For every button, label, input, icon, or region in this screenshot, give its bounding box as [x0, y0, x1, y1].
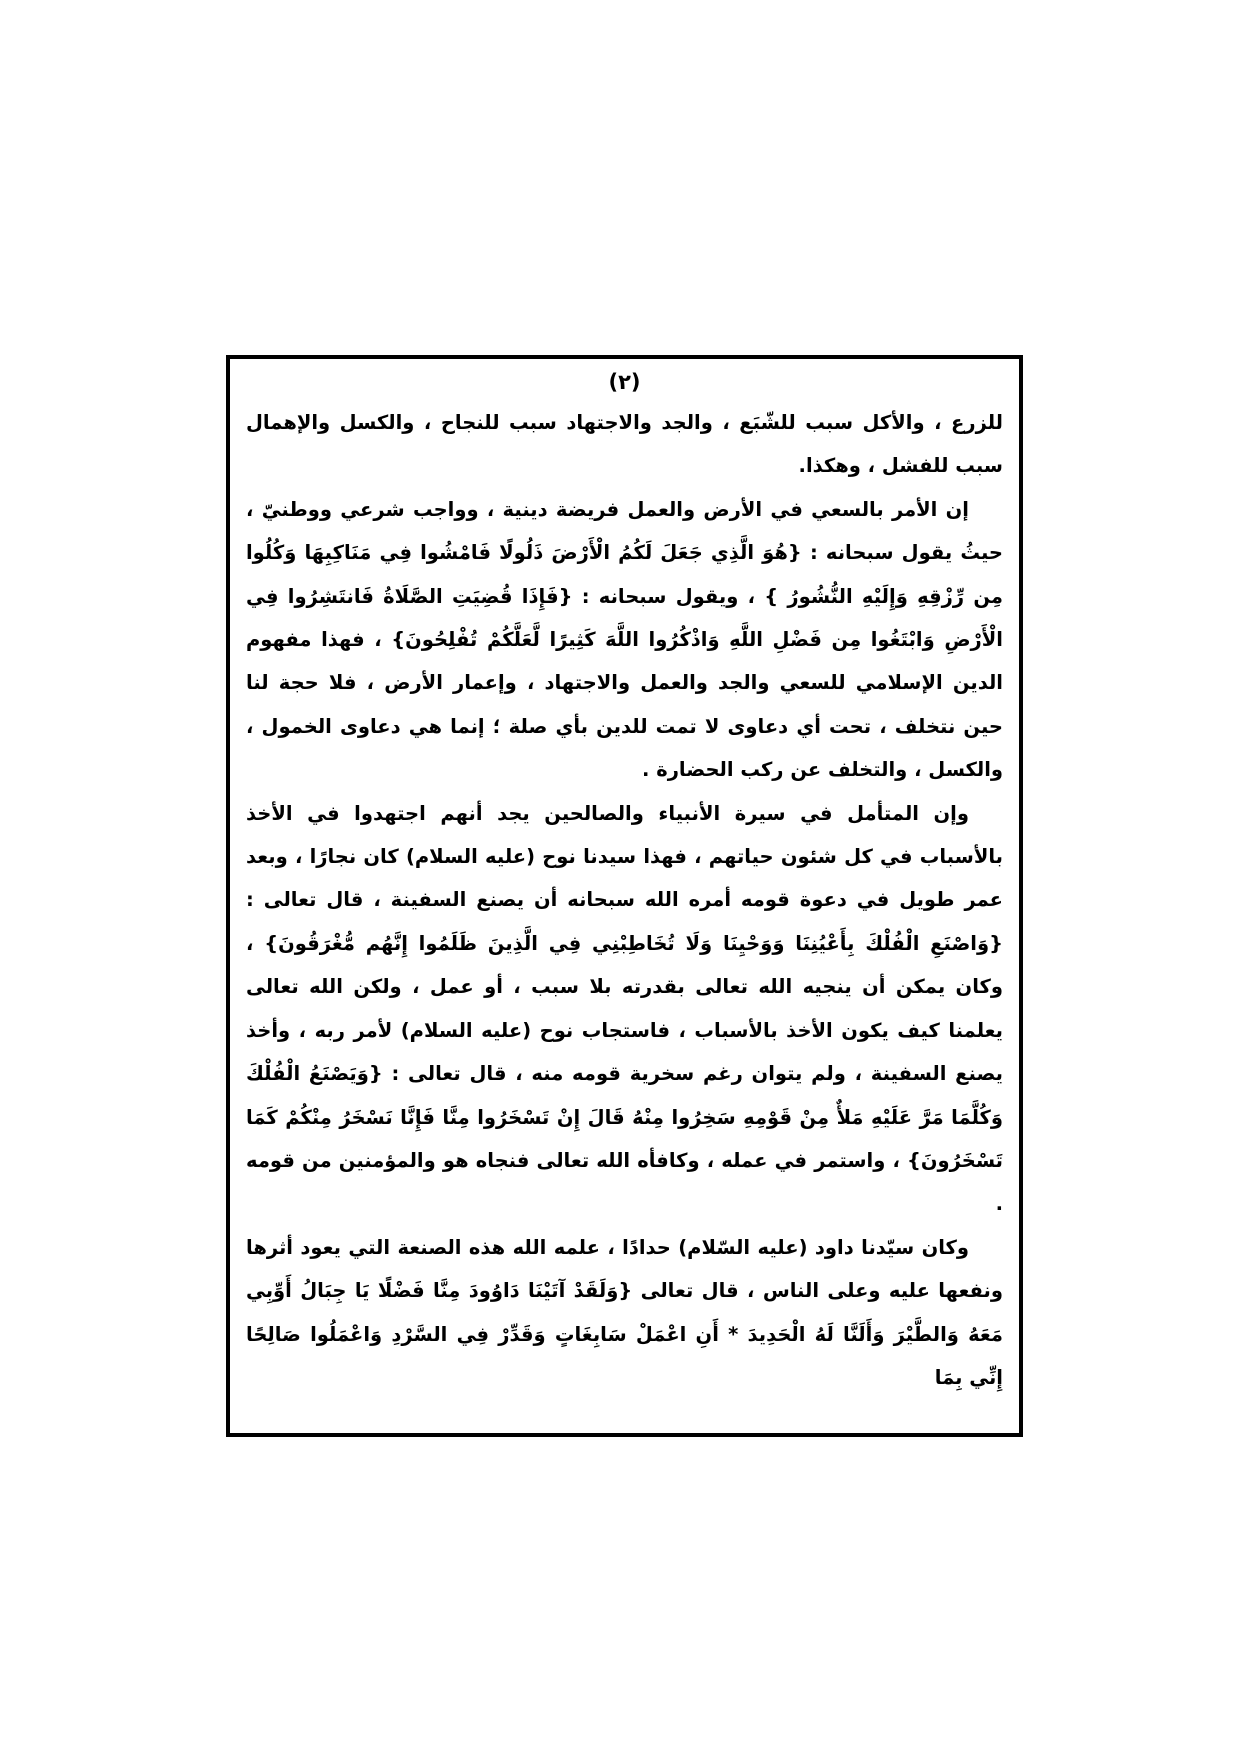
page-frame	[226, 355, 1023, 1437]
paragraph-continuation: للزرع ، والأكل سبب للشّبَع ، والجد والاجتهاد سبب للنجاح ، والكسل والإهمال سبب للفشل ، وهكذا.	[246, 411, 1003, 478]
page-number: (٢)	[608, 370, 641, 394]
paragraph-prophet-dawud: وكان سيّدنا داود (عليه السّلام) حدادًا ، علمه الله هذه الصنعة التي يعود أثرها ونفعها عليه وعلى الناس ، قال تعالى {وَلَقَدْ آتَيْنَا دَاوُودَ مِنَّا فَضْلًا يَا جِبَالُ أَوِّبِي مَعَهُ وَالطَّيْرَ وَأَلَنَّا لَهُ الْحَدِيدَ * أَنِ اعْمَلْ سَابِغَاتٍ وَقَدِّرْ فِي السَّرْدِ وَاعْمَلُوا صَالِحًا إِنِّي بِمَا	[246, 1235, 1003, 1389]
paragraph-prophet-nuh: وإن المتأمل في سيرة الأنبياء والصالحين يجد أنهم اجتهدوا في الأخذ بالأسباب في كل شئون حياتهم ، فهذا سيدنا نوح (عليه السلام) كان نجارًا ، وبعد عمر طويل في دعوة قومه أمره الله سبحانه أن يصنع السفينة ، قال تعالى : {وَاصْنَعِ الْفُلْكَ بِأَعْيُنِنَا وَوَحْيِنَا وَلَا تُخَاطِبْنِي فِي الَّذِينَ ظَلَمُوا إِنَّهُم مُّغْرَقُونَ} ، وكان يمكن أن ينجيه الله تعالى بقدرته بلا سبب ، أو عمل ، ولكن الله تعالى يعلمنا كيف يكون الأخذ بالأسباب ، فاستجاب نوح (عليه السلام) لأمر ربه ، وأخذ يصنع السفينة ، ولم يتوان رغم سخرية قومه منه ، قال تعالى : {وَيَصْنَعُ الْفُلْكَ وَكُلَّمَا مَرَّ عَلَيْهِ مَلأٌ مِنْ قَوْمِهِ سَخِرُوا مِنْهُ قَالَ إِنْ تَسْخَرُوا مِنَّا فَإِنَّا نَسْخَرُ مِنْكُمْ كَمَا تَسْخَرُونَ} ، واستمر في عمله ، وكافأه الله تعالى فنجاه هو والمؤمنين من قومه .	[246, 801, 1003, 1216]
paragraph-work-duty: إن الأمر بالسعي في الأرض والعمل فريضة دينية ، وواجب شرعي ووطنيّ ، حيثُ يقول سبحانه : {هُوَ الَّذِي جَعَلَ لَكُمُ الْأَرْضَ ذَلُولًا فَامْشُوا فِي مَنَاكِبِهَا وَكُلُوا مِن رِّزْقِهِ وَإِلَيْهِ النُّشُورُ } ، ويقول سبحانه : {فَإِذَا قُضِيَتِ الصَّلَاةُ فَانتَشِرُوا فِي الْأَرْضِ وَابْتَغُوا مِن فَضْلِ اللَّهِ وَاذْكُرُوا اللَّهَ كَثِيرًا لَّعَلَّكُمْ تُفْلِحُونَ} ، فهذا مفهوم الدين الإسلامي للسعي والجد والعمل والاجتهاد ، وإعمار الأرض ، فلا حجة لنا حين نتخلف ، تحت أي دعاوى لا تمت للدين بأي صلة ؛ إنما هي دعاوى الخمول ، والكسل ، والتخلف عن ركب الحضارة .	[246, 497, 1003, 782]
